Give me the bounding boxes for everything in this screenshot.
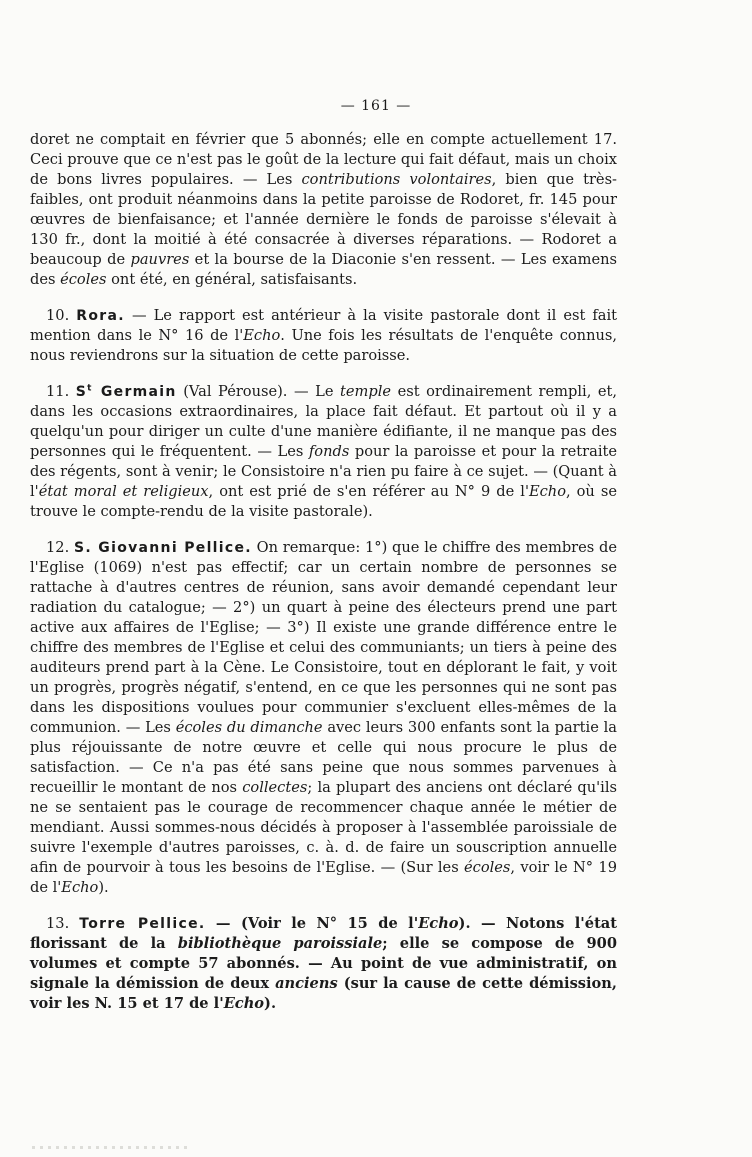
- italic-run: Echo: [61, 879, 99, 896]
- paragraph-gap: [30, 522, 617, 538]
- italic-run: Echo: [223, 995, 265, 1012]
- page-number: — 161 —: [340, 98, 412, 114]
- body-text: [30, 130, 617, 1014]
- scan-artifact: [32, 1146, 192, 1149]
- italic-run: contributions volontaires: [301, 171, 492, 188]
- heading-name: Germain: [100, 384, 177, 400]
- italic-run: état moral et religieux: [38, 483, 209, 500]
- text-run: est ordinairement rempli, et, dans les occasions extraordinaires, la place fait défaut. Et partout où il y a quelqu'un pour diriger un culte d'une manière édifiante, il ne manque pas des personnes qui le fréquentent. — Les: [30, 383, 618, 460]
- paragraph-torre-pellice: [30, 914, 617, 1014]
- text-run: ).: [264, 995, 277, 1012]
- italic-run: anciens: [275, 975, 338, 992]
- italic-run: écoles: [60, 271, 107, 288]
- heading-prefix: S: [75, 384, 88, 400]
- text-run: — (Voir le N° 15 de l': [205, 915, 419, 932]
- italic-run: écoles du dimanche: [175, 719, 323, 736]
- paragraph-rora: [30, 306, 617, 366]
- text-run: . Une fois les résultats de l'enquête connus, nous reviendrons sur la situation de cette paroisse.: [30, 327, 617, 364]
- italic-run: Echo: [243, 327, 281, 344]
- text-run: , bien que très-faibles, ont produit néanmoins dans la petite paroisse de Rodoret, fr. 145 pour œuvres de bienfaisance; et l'année dernière le fonds de paroisse s'élevait à 130 fr., dont la moitié à été consacrée à diverses réparations. — Rodoret a beaucoup de: [30, 171, 617, 268]
- item-number: 11.: [46, 383, 70, 400]
- heading-superscript: t: [87, 383, 93, 394]
- text-run: , où se trouve le compte-rendu de la visite pastorale).: [30, 483, 617, 520]
- section-heading-rora: Rora.: [76, 308, 125, 324]
- paragraph-gap: [30, 366, 617, 382]
- text-run: ). — Notons l'état florissant de la: [30, 915, 618, 952]
- section-heading-st-germain: [76, 384, 177, 400]
- text-run: ; elle se compose de 900 volumes et compte 57 abonnés. — Au point de vue administratif, on signale la démission de deux: [30, 935, 617, 992]
- item-number: 10.: [46, 307, 70, 324]
- text-run: On remarque: 1°) que le chiffre des membres de l'Eglise (1069) n'est pas effectif; car un certain nombre de personnes se rattache à d'autres centres de réunion, sans avoir demandé cependant leur radiation du catalogue; — 2°) un quart à peine des électeurs prend une part active aux affaires de l'Eglise; — 3°) Il existe une grande différence entre le chiffre des membres de l'Eglise et celui des communiants; un tiers à peine des auditeurs prend part à la Cène. Le Consistoire, tout en déplorant le fait, y voit un progrès, progrès négatif, s'entend, en ce que les personnes qui ne sont pas dans les dispositions voulues pour communier s'excluent elles-mêmes de la communion. — Les: [30, 539, 618, 736]
- text-run: , ont est prié de s'en référer au N° 9 de l': [208, 483, 529, 500]
- text-run: doret ne comptait en février que 5 abonnés; elle en compte actuellement 17. Ceci prouve que ce n'est pas le goût de la lecture qui fait défaut, mais un choix de bons livres populaires. — Les: [30, 131, 617, 188]
- text-run: et la bourse de la Diaconie s'en ressent. — Les examens des: [30, 251, 617, 288]
- italic-run: pauvres: [130, 251, 190, 268]
- text-run: pour la paroisse et pour la retraite des régents, sont à venir; le Consistoire n'a rien pu faire à ce sujet. — (Quant à l': [30, 443, 617, 500]
- text-run: — Le rapport est antérieur à la visite pastorale dont il est fait mention dans le N° 16 de l': [30, 307, 618, 344]
- section-heading-torre-pellice: Torre Pellice.: [79, 916, 206, 932]
- italic-run: collectes: [242, 779, 308, 796]
- paragraph-st-germain: [30, 382, 617, 522]
- text-run: (sur la cause de cette démission, voir les N. 15 et 17 de l': [30, 975, 617, 1012]
- text-run: (Val Pérouse). — Le: [176, 383, 341, 400]
- paragraph-gap: [30, 290, 617, 306]
- italic-run: écoles: [464, 859, 511, 876]
- italic-run: Echo: [418, 915, 459, 932]
- text-run: ).: [98, 879, 109, 896]
- item-number: 12.: [46, 539, 70, 556]
- paragraph-rodoret-continuation: [30, 130, 617, 290]
- text-run: avec leurs 300 enfants sont la partie la plus réjouissante de notre œuvre et celle qui nous procure le plus de satisfaction. — Ce n'a pas été sans peine que nous sommes parvenues à recueillir le montant de nos: [30, 719, 617, 796]
- item-number: 13.: [46, 915, 70, 932]
- section-heading-san-giovanni: S. Giovanni Pellice.: [74, 540, 252, 556]
- italic-run: bibliothèque paroissiale: [177, 935, 383, 952]
- paragraph-san-giovanni: [30, 538, 617, 898]
- paragraph-gap: [30, 898, 617, 914]
- italic-run: temple: [340, 383, 392, 400]
- italic-run: Echo: [528, 483, 566, 500]
- text-run: ; la plupart des anciens ont déclaré qu'ils ne se sentaient pas le courage de recommencer chaque année le métier de mendiant. Aussi sommes-nous décidés à proposer à l'assemblée paroissiale de suivre l'exemple d'autres paroisses, c. à. d. de faire un souscription annuelle afin de pourvoir à tous les besoins de l'Eglise. — (Sur les: [30, 779, 617, 876]
- text-run: , voir le N° 19 de l': [30, 859, 617, 896]
- italic-run: fonds: [308, 443, 350, 460]
- text-run: ont été, en général, satisfaisants.: [106, 271, 358, 288]
